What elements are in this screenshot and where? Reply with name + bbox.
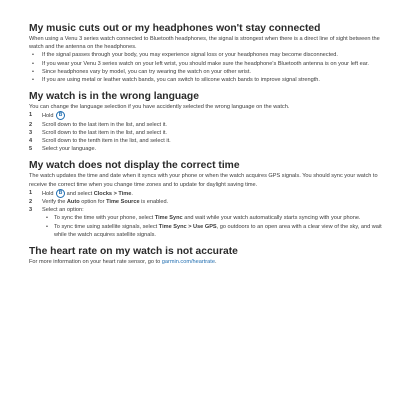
list-item: • Since headphones vary by model, you can try wearing the watch on your other wrist. — [29, 68, 389, 76]
step-item — [29, 121, 389, 129]
section-heading-heart-rate: The heart rate on my watch is not accurate — [29, 246, 238, 258]
list-item: • To sync the time with your phone, select Time Sync and wait while your watch automatically starts syncing with your phone. — [42, 214, 389, 222]
time-steps — [29, 189, 389, 239]
step-number: 4 — [29, 138, 33, 145]
section-intro-music: When using a Venu 3 series watch connected to Bluetooth headphones, the signal is strongest when there is a direct line of sight between the watch and the antenna on the headphones. — [29, 36, 380, 51]
step-text: Scroll down to the last item in the list, and select it. — [42, 121, 167, 128]
section-heading-music: My music cuts out or my headphones won't stay connected — [29, 23, 321, 34]
step-item — [29, 145, 389, 153]
section-heading-language: My watch is in the wrong language — [29, 91, 199, 103]
manual-page — [29, 22, 389, 266]
step-item — [29, 111, 389, 120]
list-item: • If you are using metal or leather watch bands, you can switch to silicone watch bands to improve signal strength. — [29, 76, 389, 84]
step-number: 1 — [29, 189, 33, 196]
step-number: 1 — [29, 112, 33, 119]
step-text: Hold — [42, 190, 54, 197]
watch-button-b-icon: B — [56, 189, 65, 198]
step-text: and select — [66, 190, 93, 197]
step-item: 3 Select an option: • To sync the time with your phone, select Time Sync and wait while your watch automatically starts syncing with your phone. • To sync time using satellite signals, select Time Sync > Use GPS, go outdoors to an open area with a clear view of the sky, and wait while the watch acquires satellite signals. — [29, 206, 389, 239]
section-intro-time: The watch updates the time and date when it syncs with your phone or when the watch acquires GPS signals. You should sync your watch to receive the correct time when you change time zones and to update for daylight saving time. — [29, 173, 378, 188]
step-text: Select your language. — [42, 146, 97, 153]
section-intro-heart-rate: For more information on your heart rate sensor, go to garmin.com/heartrate. — [29, 259, 217, 266]
section-intro-language: You can change the language selection if you have accidently selected the wrong language on the watch. — [29, 104, 290, 111]
step-number: 3 — [29, 129, 33, 136]
list-item: • If the signal passes through your body, you may experience signal loss or your headphones may become disconnected. — [29, 51, 389, 59]
menu-path: Clocks > Time — [93, 190, 132, 197]
step-number: 3 — [29, 207, 33, 214]
step-item: 2 Verify the Auto option for Time Source is enabled. — [29, 199, 169, 206]
section-heading-time: My watch does not display the correct time — [29, 160, 240, 172]
option-name: Auto — [66, 199, 80, 206]
step-number: 2 — [29, 121, 33, 128]
step-number: 2 — [29, 199, 33, 206]
step-number: 5 — [29, 146, 33, 153]
step-text: Scroll down to the last item in the list, and select it. — [42, 129, 167, 136]
option-sub-list — [42, 214, 389, 239]
step-item: 1 Hold B and select Clocks > Time. — [29, 189, 133, 197]
language-steps — [29, 111, 389, 153]
list-item: • To sync time using satellite signals, select Time Sync > Use GPS, go outdoors to an open area with a clear view of the sky, and wait while the watch acquires satellite signals. — [42, 223, 389, 239]
heartrate-link[interactable]: garmin.com/heartrate — [161, 259, 215, 266]
step-text: Scroll down to the tenth item in the list, and select it. — [42, 138, 171, 145]
step-text: Hold — [42, 113, 54, 120]
list-item: • If you wear your Venu 3 series watch on your left wrist, you should make sure the headphone's Bluetooth antenna is on your left ear. — [29, 60, 389, 68]
option-name: Time Source — [106, 199, 140, 206]
step-item — [29, 129, 389, 137]
music-bullet-list — [29, 51, 389, 84]
step-item — [29, 137, 389, 145]
watch-button-b-icon: B — [56, 111, 65, 120]
